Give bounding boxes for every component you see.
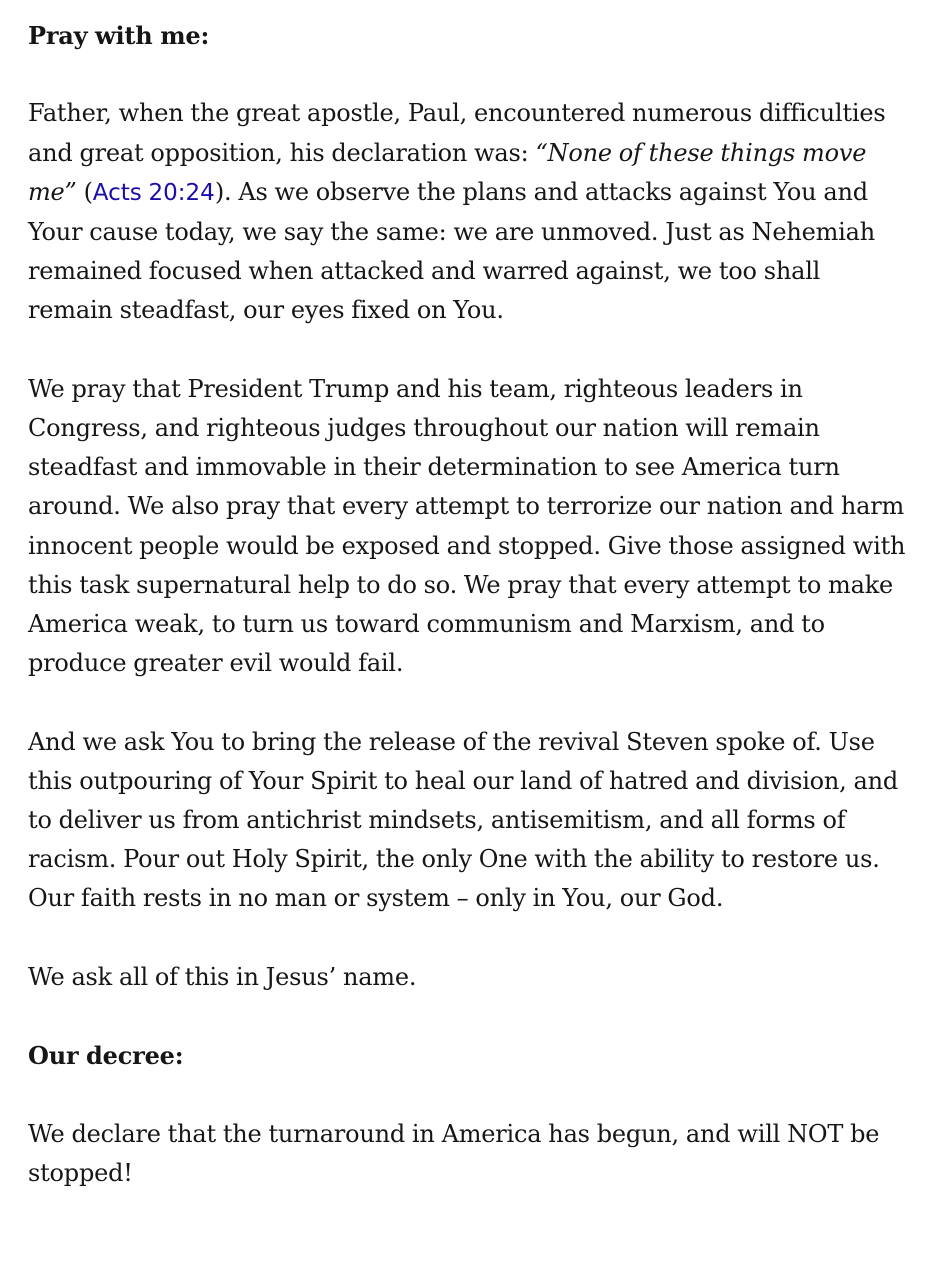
paragraph-closing: We ask all of this in Jesus’ name.	[28, 962, 417, 991]
acts-20-24-link[interactable]: Acts 20:24	[92, 179, 215, 206]
decree-text: We declare that the turnaround in America has begun, and will NOT be stopped!	[28, 1119, 880, 1187]
decree-heading: Our decree:	[28, 1041, 184, 1071]
paragraph-paul-rest: ). As we observe the plans and attacks against You and Your cause today, we say the same: we are unmoved. Just as Nehemiah remained focused when attacked and warred against, we too shall remain steadfast, our eyes fixed on You.	[28, 177, 876, 325]
paragraph-paul	[28, 94, 909, 330]
paragraph-revival: And we ask You to bring the release of the revival Steven spoke of. Use this outpouring of Your Spirit to heal our land of hatred and division, and to deliver us from antichrist mindsets, antisemitism, and all forms of racism. Pour out Holy Spirit, the only One with the ability to restore us. Our faith rests in no man or system – only in You, our God.	[28, 727, 899, 913]
scripture-quote: “None of these things move me”	[28, 138, 867, 206]
open-paren: (	[76, 177, 93, 206]
pray-heading: Pray with me:	[28, 21, 210, 50]
paragraph-paul-intro: Father, when the great apostle, Paul, encountered numerous difficulties and great opposition, his declaration was:	[28, 99, 886, 167]
paragraph-leaders: We pray that President Trump and his team, righteous leaders in Congress, and righteous judges throughout our nation will remain steadfast and immovable in their determination to see America turn around. We also pray that every attempt to terrorize our nation and harm innocent people would be exposed and stopped. Give those assigned with this task supernatural help to do so. We pray that every attempt to make America weak, to turn us toward communism and Marxism, and to produce greater evil would fail.	[28, 374, 906, 678]
